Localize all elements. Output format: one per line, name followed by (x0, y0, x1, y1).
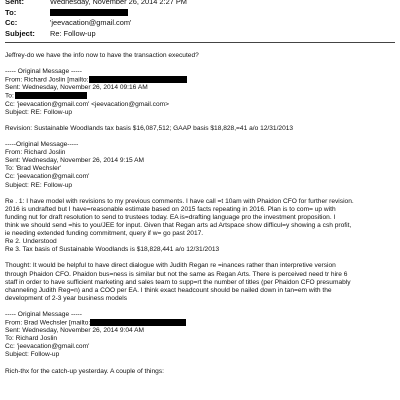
redaction-bar (15, 92, 87, 99)
m2-subject-line: Subject: RE: Follow-up (5, 181, 73, 189)
to-redaction (50, 9, 128, 16)
redaction-bar (90, 319, 186, 326)
revision-line: Revision: Sustainable Woodlands tax basis $16,087,512; GAAP basis $18,828,=41 a/o 12/31/2013 (5, 124, 294, 132)
to-label: To: (5, 7, 17, 17)
m1-subject-line: Subject: RE: Follow-up (5, 108, 73, 116)
re1-line: Re . 1: I have model with revisions to my previous comments. I have call =t 10am with Phaidon CFO for further revision. (5, 197, 354, 205)
m2-to-line: To: 'Brad Wechsler' (5, 165, 62, 173)
re1-line: 2016 is undrafted but I have=reasonable estimate based on 2015 facts repeating in 2016. Plan is to com= up with (5, 205, 336, 213)
header-subject-row (5, 29, 395, 40)
original-message-marker: -----Original Message----- (5, 141, 79, 149)
cc-value: 'jeevacation@gmail.com' (50, 18, 132, 28)
email-header (5, 0, 395, 39)
thought-line: staff in order to have sufficient marketing and sales team to supp=rt the number of titles (per Phaidon CFO presumably (5, 278, 351, 286)
m1-sent-line: Sent: Wednesday, November 26, 2014 09:16 AM (5, 84, 148, 92)
re2-line: Re 2. Understood (5, 238, 57, 246)
header-to-row (5, 8, 395, 19)
m1-cc-line: Cc: 'jeevacation@gmail.com' <jeevacation@gmail.com> (5, 100, 169, 108)
header-sent-row (5, 0, 395, 8)
m1-to-line (5, 92, 395, 100)
thought-line: development of 2-3 year business models (5, 294, 128, 302)
subject-label: Subject: (5, 29, 35, 39)
re1-line: ie needing extended funding commitment, query if w= go past 2017. (5, 230, 204, 238)
header-cc-row (5, 18, 395, 29)
original-message-marker: ----- Original Message ----- (5, 311, 82, 318)
email-body (5, 52, 395, 376)
cc-label: Cc: (5, 18, 18, 28)
subject-value: Re: Follow-up (50, 29, 96, 39)
sent-label: Sent: (5, 0, 24, 7)
m3-cc-line: Cc: 'jeevacation@gmail.com' (5, 343, 90, 351)
re3-line: Re 3. Tax basis of Sustainable Woodlands is $18,828,441 a/o 12/31/2013 (5, 246, 220, 254)
sent-value: Wednesday, November 26, 2014 2:27 PM (50, 0, 187, 7)
re1-line: think we should send =his to you/JEE for input. Given that Regan arts ad Artspace show difficul=y showing a csh profit, (5, 221, 352, 229)
m3-sent-line: Sent: Wednesday, November 26, 2014 9:04 AM (5, 327, 145, 335)
thought-line: channeling Judith Reg=n) and a COO per EA. I think exact headcount should be nailed down in tan=em with the (5, 286, 332, 294)
closing-line: Rich-thx for the catch-up yesterday. A couple of things: (5, 367, 164, 375)
intro-line: Jeffrey-do we have the info now to have the transaction executed? (5, 52, 199, 59)
m3-from-line (5, 319, 395, 327)
m1-to-text: To: (5, 93, 14, 101)
m2-from-line: From: Richard Joslin (5, 149, 66, 157)
m2-cc-line: Cc: 'jeevacation@gmail.com' (5, 173, 90, 181)
m3-subject-line: Subject: Follow-up (5, 351, 60, 359)
thought-line: through Phaidon CFO. Phaidon bus=ness is similar but not the same as Regan Arts. There is perceived need tr hire 6 (5, 270, 348, 278)
m3-from-text: From: Brad Wechsler [mailto: (5, 319, 91, 327)
thought-line: Thought: It would be helpful to have direct dialogue with Judith Regan re =inances rather than interpretive version (5, 262, 336, 270)
m2-sent-line: Sent: Wednesday, November 26, 2014 9:15 AM (5, 157, 145, 165)
m1-from-text: From: Richard Joslin [mailto: (5, 76, 89, 84)
header-divider (5, 42, 395, 43)
m1-from-line (5, 76, 395, 84)
m3-to-line: To: Richard Joslin (5, 335, 58, 343)
redaction-bar (89, 76, 187, 83)
re1-line: funding nut for draft resolution to send to trustees today. EA is=drafting language pro the investment proposition. I (5, 213, 336, 221)
original-message-marker: ----- Original Message ----- (5, 68, 82, 76)
